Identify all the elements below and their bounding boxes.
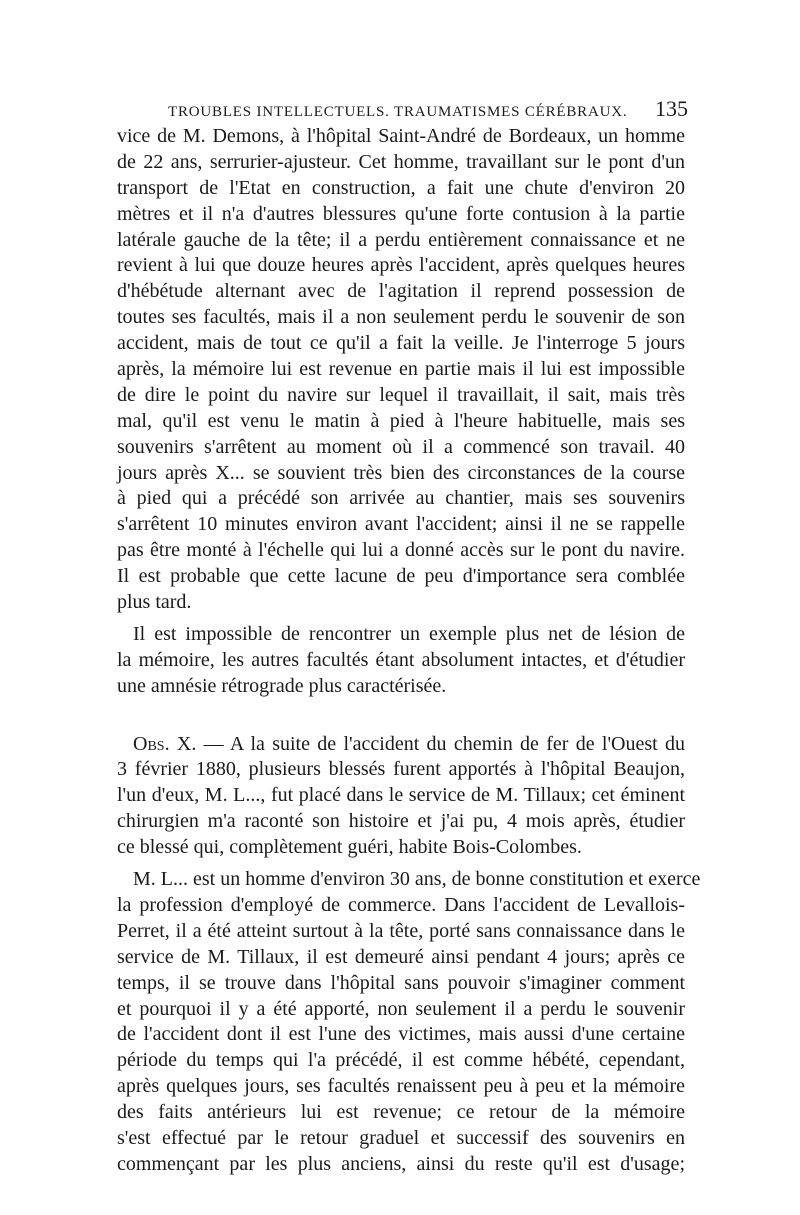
text-line: des faits antérieurs lui est revenue; ce retour de la mémoire (117, 1101, 685, 1124)
text-line (117, 732, 685, 758)
text-line: latérale gauche de la tête; il a perdu entièrement connaissance et ne (117, 228, 685, 251)
text-line: de dire le point du navire sur lequel il travaillait, il sait, mais très (117, 383, 685, 406)
text-line: de 22 ans, serrurier-ajusteur. Cet homme, travaillant sur le pont d'un (117, 150, 685, 173)
text-line: M. L... est un homme d'environ 30 ans, de bonne constitution et exerce (133, 868, 701, 891)
text-line: Il est impossible de rencontrer un exemple plus net de lésion de (133, 622, 685, 645)
text-line: mètres et il n'a d'autres blessures qu'une forte contusion à la partie (117, 202, 685, 225)
text-line: et pourquoi il y a été apporté, non seulement il a perdu le souvenir (117, 997, 685, 1020)
text-line: jours après X... se souvient très bien des circonstances de la course (117, 461, 685, 484)
text-line: période du temps qui l'a précédé, il est comme hébété, cependant, (117, 1049, 685, 1072)
body-text (117, 124, 701, 1178)
text-line: après quelques jours, ses facultés renaissent peu à peu et la mémoire (117, 1075, 685, 1098)
text-line: Il est probable que cette lacune de peu d'importance sera comblée (117, 565, 685, 588)
text-line: toutes ses facultés, mais il a non seulement perdu le souvenir de son (117, 306, 685, 329)
page-number: 135 (655, 96, 688, 121)
text-line: la profession d'employé de commerce. Dans l'accident de Levallois- (117, 893, 685, 916)
text-line: ce blessé qui, complètement guéri, habite Bois-Colombes. (117, 836, 582, 859)
paragraph-conclusion (117, 622, 685, 700)
text-line: accident, mais de tout ce qu'il a fait la veille. Je l'interroge 5 jours (117, 332, 685, 355)
text-line: la mémoire, les autres facultés étant absolument intactes, et d'étudier (117, 648, 685, 671)
text-line: commençant par les plus anciens, ainsi du reste qu'il est d'usage; (117, 1152, 685, 1175)
paragraph-continued (117, 124, 685, 616)
text-line: de l'accident dont il est l'une des victimes, mais aussi d'une certaine (117, 1023, 685, 1046)
text-line: service de M. Tillaux, il est demeuré ainsi pendant 4 jours; après ce (117, 945, 685, 968)
running-head (168, 96, 688, 126)
text-line: transport de l'Etat en construction, a fait une chute d'environ 20 (117, 176, 685, 199)
paragraph-case-description (117, 867, 701, 1178)
text-line: s'est effectué par le retour graduel et successif des souvenirs en (117, 1126, 685, 1149)
text-line: 3 février 1880, plusieurs blessés furent apportés à l'hôpital Beaujon, (117, 758, 685, 781)
text-line: d'hébétude alternant avec de l'agitation il reprend possession de (117, 280, 685, 303)
running-title: TROUBLES INTELLECTUELS. TRAUMATISMES CÉRÉBRAUX. (168, 104, 628, 120)
text-line: pas être monté à l'échelle qui lui a donné accès sur le pont du navire. (117, 539, 685, 562)
text-line: vice de M. Demons, à l'hôpital Saint-André de Bordeaux, un homme (117, 125, 685, 147)
observation-label: Obs. X. (133, 732, 197, 755)
text-line: mal, qu'il est venu le matin à pied à l'heure habituelle, mais ses (117, 409, 685, 432)
text-line: revient à lui que douze heures après l'accident, après quelques heures (117, 254, 685, 277)
text-line: après, la mémoire lui est revenue en partie mais il lui est impossible (117, 358, 685, 381)
text-line: une amnésie rétrograde plus caractérisée. (117, 674, 447, 697)
text-line: s'arrêtent 10 minutes environ avant l'accident; ainsi il ne se rappelle (117, 513, 685, 536)
observation-first-line: — A la suite de l'accident du chemin de fer de l'Ouest du (203, 732, 686, 755)
text-line: souvenirs s'arrêtent au moment où il a commencé son travail. 40 (117, 435, 685, 458)
text-line: Perret, il a été atteint surtout à la tête, porté sans connaissance dans le (117, 919, 685, 942)
text-line: chirurgien m'a raconté son histoire et j'ai pu, 4 mois après, étudier (117, 810, 685, 833)
text-line: temps, il se trouve dans l'hôpital sans pouvoir s'imaginer comment (117, 971, 685, 994)
text-line: l'un d'eux, M. L..., fut placé dans le service de M. Tillaux; cet éminent (117, 784, 685, 807)
text-line: à pied qui a précédé son arrivée au chantier, mais ses souvenirs (117, 487, 685, 510)
observation-paragraph (117, 732, 685, 861)
text-line: plus tard. (117, 591, 192, 614)
